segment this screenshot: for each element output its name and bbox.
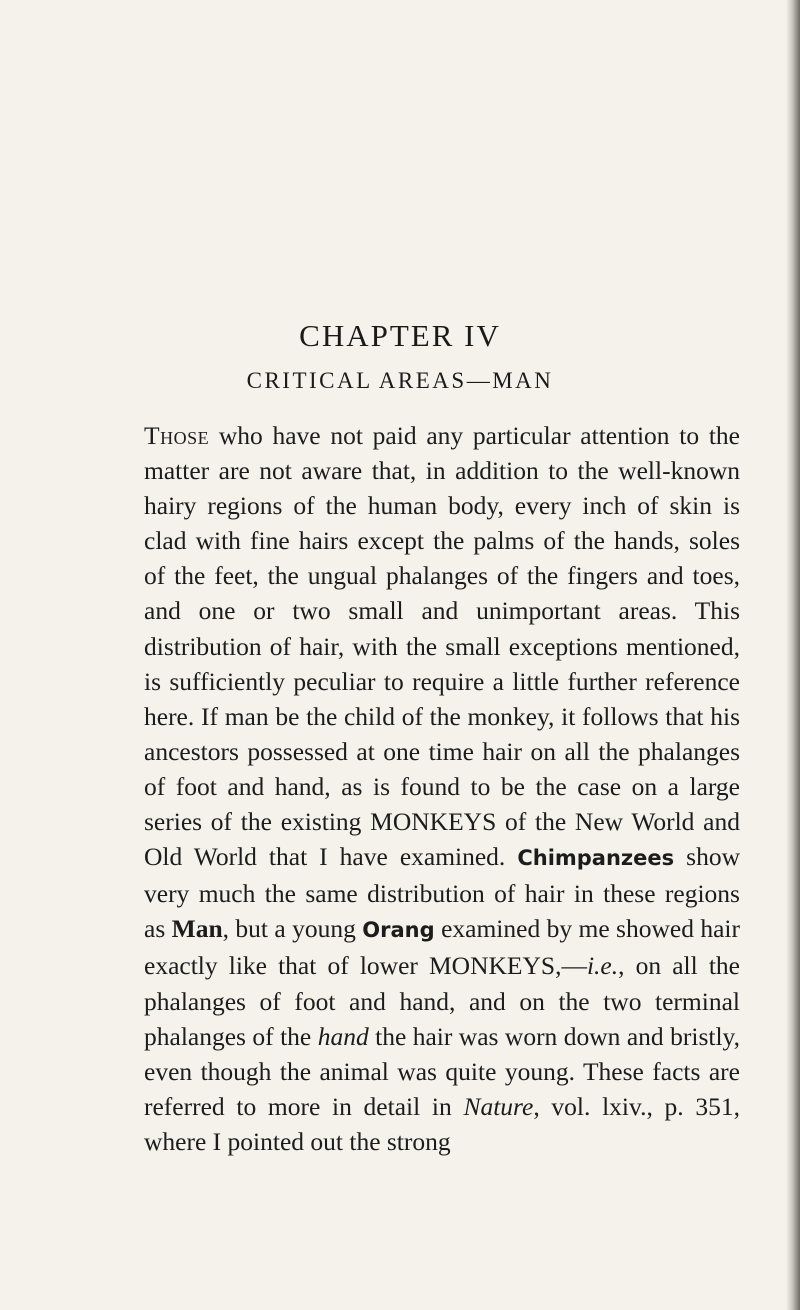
text-segment: the hair was worn down and bristly, even though the animal was quite young. These facts are referred to more in detail in (144, 1021, 741, 1121)
term-hand: hand (317, 1021, 369, 1051)
text-segment: , on all the phalanges of foot and hand, and on the two terminal phalanges of the (144, 951, 740, 1051)
abbrev-ie: i.e. (586, 951, 619, 981)
chapter-title: CHAPTER IV (299, 318, 501, 353)
journal-nature: Nature (463, 1091, 534, 1121)
term-orang: Orang (362, 918, 435, 943)
body-paragraph (144, 418, 740, 1159)
text-segment: , vol. lxiv., p. 351, where I pointed out the strong (144, 1091, 740, 1156)
term-man: Man (171, 914, 223, 944)
term-chimpanzees: Chimpanzees (517, 846, 675, 871)
text-segment: who have not paid any particular attention to the matter are not aware that, in addition to the well-known hairy regions of the human body, every inch of skin is clad with fine hairs except the palms of the hands, soles of the feet, the ungual phalanges of the fingers and toes, and one or two small and unimportant areas. This distribution of hair, with the small exceptions mentioned, is sufficiently peculiar to require a little further reference here. If man be the child of the monkey, it follows that his ancestors possessed at one time hair on all the phalanges of foot and hand, as is found to be the case on a large series of the existing MONKEYS of the New World and Old World that I have examined. (144, 421, 740, 872)
page-edge-shadow (786, 0, 800, 1310)
text-segment: , but a young (222, 914, 363, 944)
section-title: CRITICAL AREAS—MAN (246, 368, 554, 393)
text-segment: examined by me showed hair exactly like that of lower MONKEYS,— (144, 914, 741, 981)
lead-word: Those (144, 421, 210, 450)
text-segment: show very much the same distribution of hair in these regions as (144, 842, 740, 944)
